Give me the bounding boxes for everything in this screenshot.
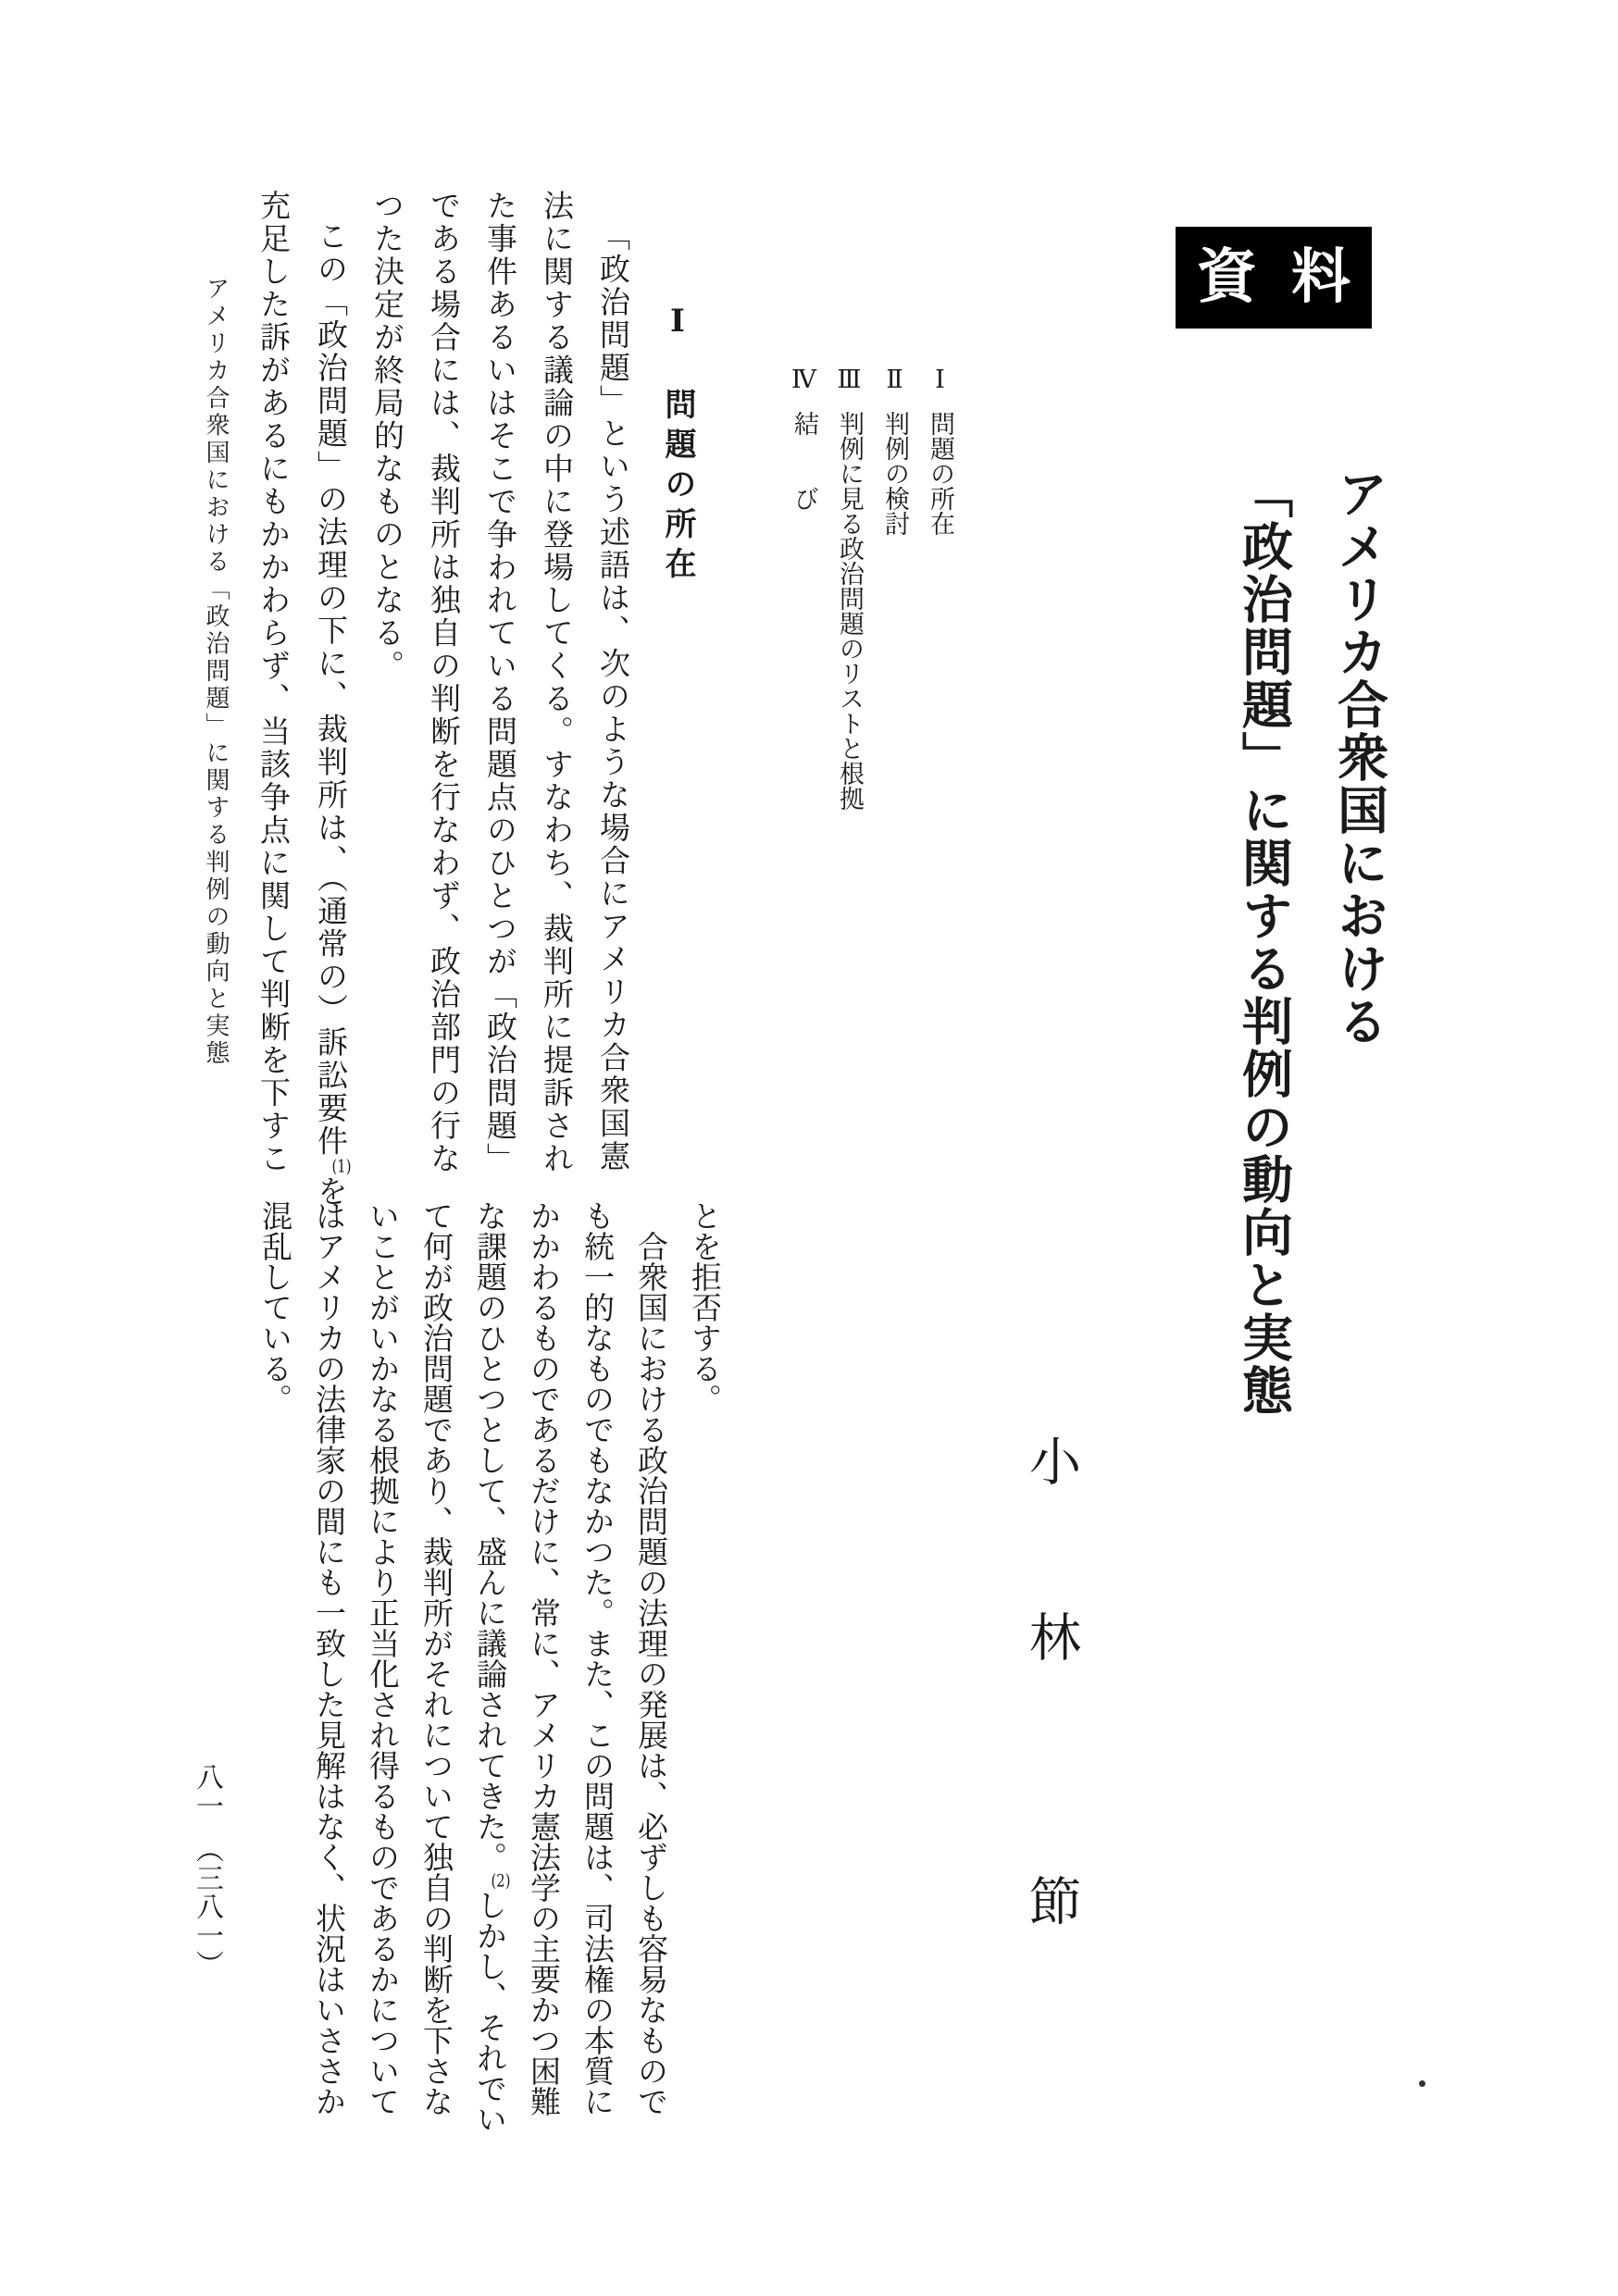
page-number: 八一 （三八一） bbox=[191, 1763, 223, 1979]
body-lower-column-7: いことがいかなる根拠により正当化され得るものであるかについて bbox=[365, 1200, 401, 2116]
article-title-line-2: 「政治問題」に関する判例の動向と実態 bbox=[1234, 467, 1294, 1417]
body-lower-column-2: 合衆国における政治問題の法理の発展は、必ずしも容易なもので bbox=[633, 1231, 669, 2116]
section-heading: Ⅰ 問題の所在 bbox=[659, 303, 696, 587]
body-lower-column-8: はアメリカの法律家の間にも一致した見解はなく、状況はいささか bbox=[311, 1200, 347, 2116]
body-upper-column-4: である場合には、裁判所は独自の判断を行なわず、政治部門の行な bbox=[426, 190, 462, 1175]
body-text-segment: しかし、それでい bbox=[472, 1890, 508, 2134]
toc-item-numeral: Ⅱ bbox=[880, 366, 909, 394]
body-lower-column-6: て何が政治問題であり、裁判所がそれについて独自の判断を下さな bbox=[418, 1200, 454, 2116]
body-upper-column-6 bbox=[302, 190, 359, 1209]
body-lower-column-3: も統一的なものでもなかつた。また、この問題は、司法権の本質に bbox=[579, 1200, 616, 2116]
category-label: 資料 bbox=[1197, 242, 1386, 312]
body-text-upper bbox=[245, 190, 641, 1209]
body-text-segment: な課題のひとつとして、盛んに議論されてきた。 bbox=[472, 1200, 508, 1872]
body-upper-column-1: 「政治問題」という述語は、次のような場合にアメリカ合衆国憲 bbox=[595, 220, 631, 1173]
body-upper-column-5: つた決定が終局的なものとなる。 bbox=[369, 190, 405, 683]
toc-item-numeral: Ⅰ bbox=[926, 366, 954, 394]
toc-item-label: 問題の所在 bbox=[926, 411, 954, 536]
running-title: アメリカ合衆国における「政治問題」に関する判例の動向と実態 bbox=[202, 276, 230, 1068]
toc-item-1 bbox=[917, 366, 963, 884]
body-lower-column-4: かかわるものであるだけに、常に、アメリカ憲法学の主要かつ困難 bbox=[526, 1200, 562, 2116]
toc-item-numeral: Ⅲ bbox=[835, 366, 864, 394]
footnote-ref-1: (1) bbox=[331, 1158, 352, 1175]
body-upper-column-7: 充足した訴があるにもかかわらず、当該争点に関して判断を下すこ bbox=[255, 190, 292, 1175]
toc-item-4 bbox=[781, 366, 827, 884]
toc-item-label: 判例の検討 bbox=[880, 411, 909, 536]
article-title-line-1: アメリカ合衆国における bbox=[1329, 467, 1389, 1048]
body-text-lower bbox=[248, 1200, 731, 2167]
toc-item-numeral: Ⅳ bbox=[790, 366, 818, 394]
table-of-contents bbox=[781, 366, 963, 884]
author-name: 小 林 節 bbox=[1021, 1434, 1081, 1962]
toc-item-label: 結 び bbox=[790, 411, 818, 511]
body-lower-column-1: とを拒否する。 bbox=[687, 1200, 723, 1414]
toc-item-label: 判例に見る政治問題のリストと根拠 bbox=[835, 411, 864, 811]
body-upper-column-3: た事件あるいはそこで争われている問題点のひとつが「政治問題」 bbox=[482, 190, 518, 1175]
body-upper-column-2: 法に関する議論の中に登場してくる。すなわち、裁判所に提訴され bbox=[539, 190, 575, 1175]
body-text-segment: を bbox=[313, 1175, 349, 1209]
body-text-segment: この「政治問題」の法理の下に、裁判所は、（通常の）訴訟要件 bbox=[313, 220, 349, 1158]
toc-item-2 bbox=[872, 366, 917, 884]
toc-item-3 bbox=[827, 366, 872, 884]
body-lower-column-5 bbox=[463, 1200, 517, 2167]
scan-speck bbox=[1419, 2080, 1425, 2087]
body-lower-column-9: 混乱している。 bbox=[257, 1200, 293, 1414]
footnote-ref-2: (2) bbox=[491, 1872, 511, 1890]
category-label-box bbox=[1176, 227, 1386, 329]
article-title bbox=[1216, 467, 1407, 2041]
